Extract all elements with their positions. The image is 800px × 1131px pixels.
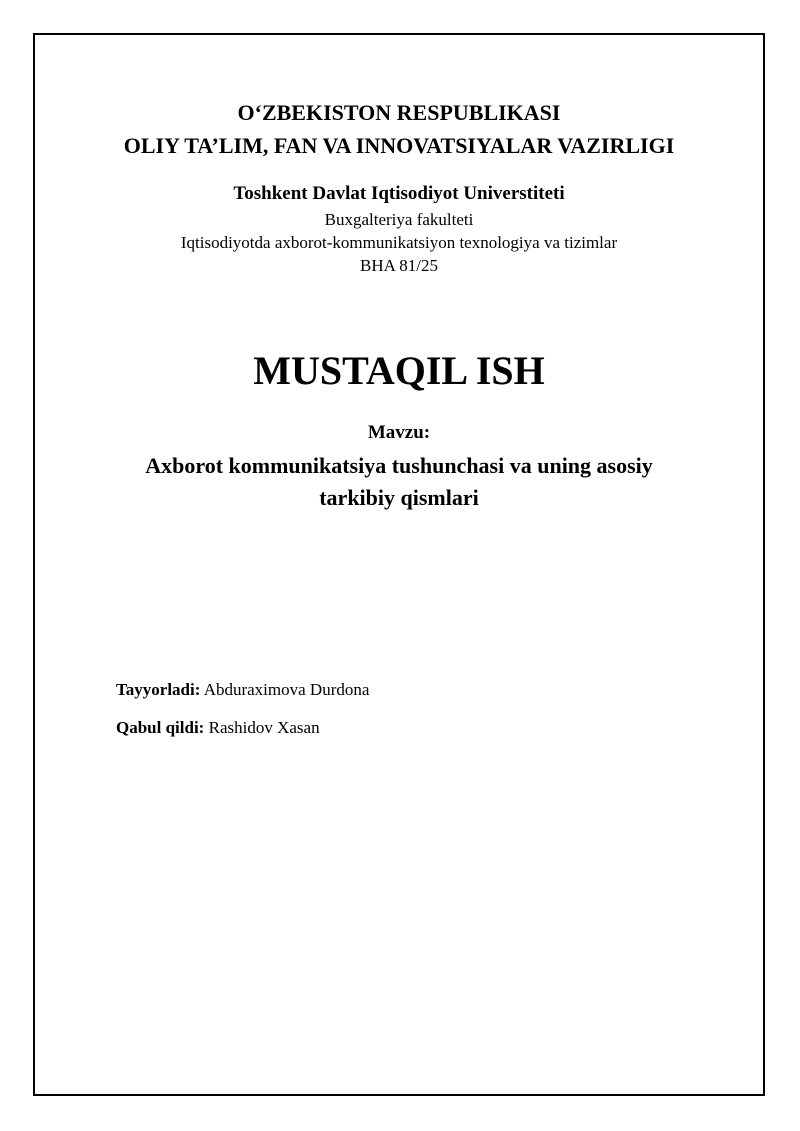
country-name: O‘ZBEKISTON RESPUBLIKASI [237, 100, 561, 125]
ministry-header [33, 96, 765, 162]
group-code: BHA 81/25 [360, 256, 438, 275]
prepared-by-row [116, 679, 369, 701]
topic-label: Mavzu: [367, 422, 431, 443]
prepared-by-name: Abduraximova Durdona [200, 680, 370, 699]
university-name: Toshkent Davlat Iqtisodiyot Universtiteti [233, 183, 565, 204]
accepted-by-label: Qabul qildi: [116, 718, 205, 737]
department-name: Iqtisodiyotda axborot-kommunikatsiyon texnologiya va tizimlar [180, 233, 618, 252]
document-title: MUSTAQIL ISH [253, 348, 545, 393]
faculty-name: Buxgalteriya fakulteti [324, 210, 474, 229]
topic-text [33, 450, 765, 514]
topic-line-2: tarkibiy qismlari [319, 485, 479, 510]
ministry-name: OLIY TA’LIM, FAN VA INNOVATSIYALAR VAZIRLIGI [123, 133, 675, 158]
accepted-by-row [116, 717, 320, 739]
institution-block [33, 180, 765, 277]
topic-block [33, 419, 765, 514]
topic-line-1: Axborot kommunikatsiya tushunchasi va uning asosiy [145, 453, 653, 478]
prepared-by-label: Tayyorladi: [116, 680, 201, 699]
accepted-by-name: Rashidov Xasan [204, 718, 320, 737]
